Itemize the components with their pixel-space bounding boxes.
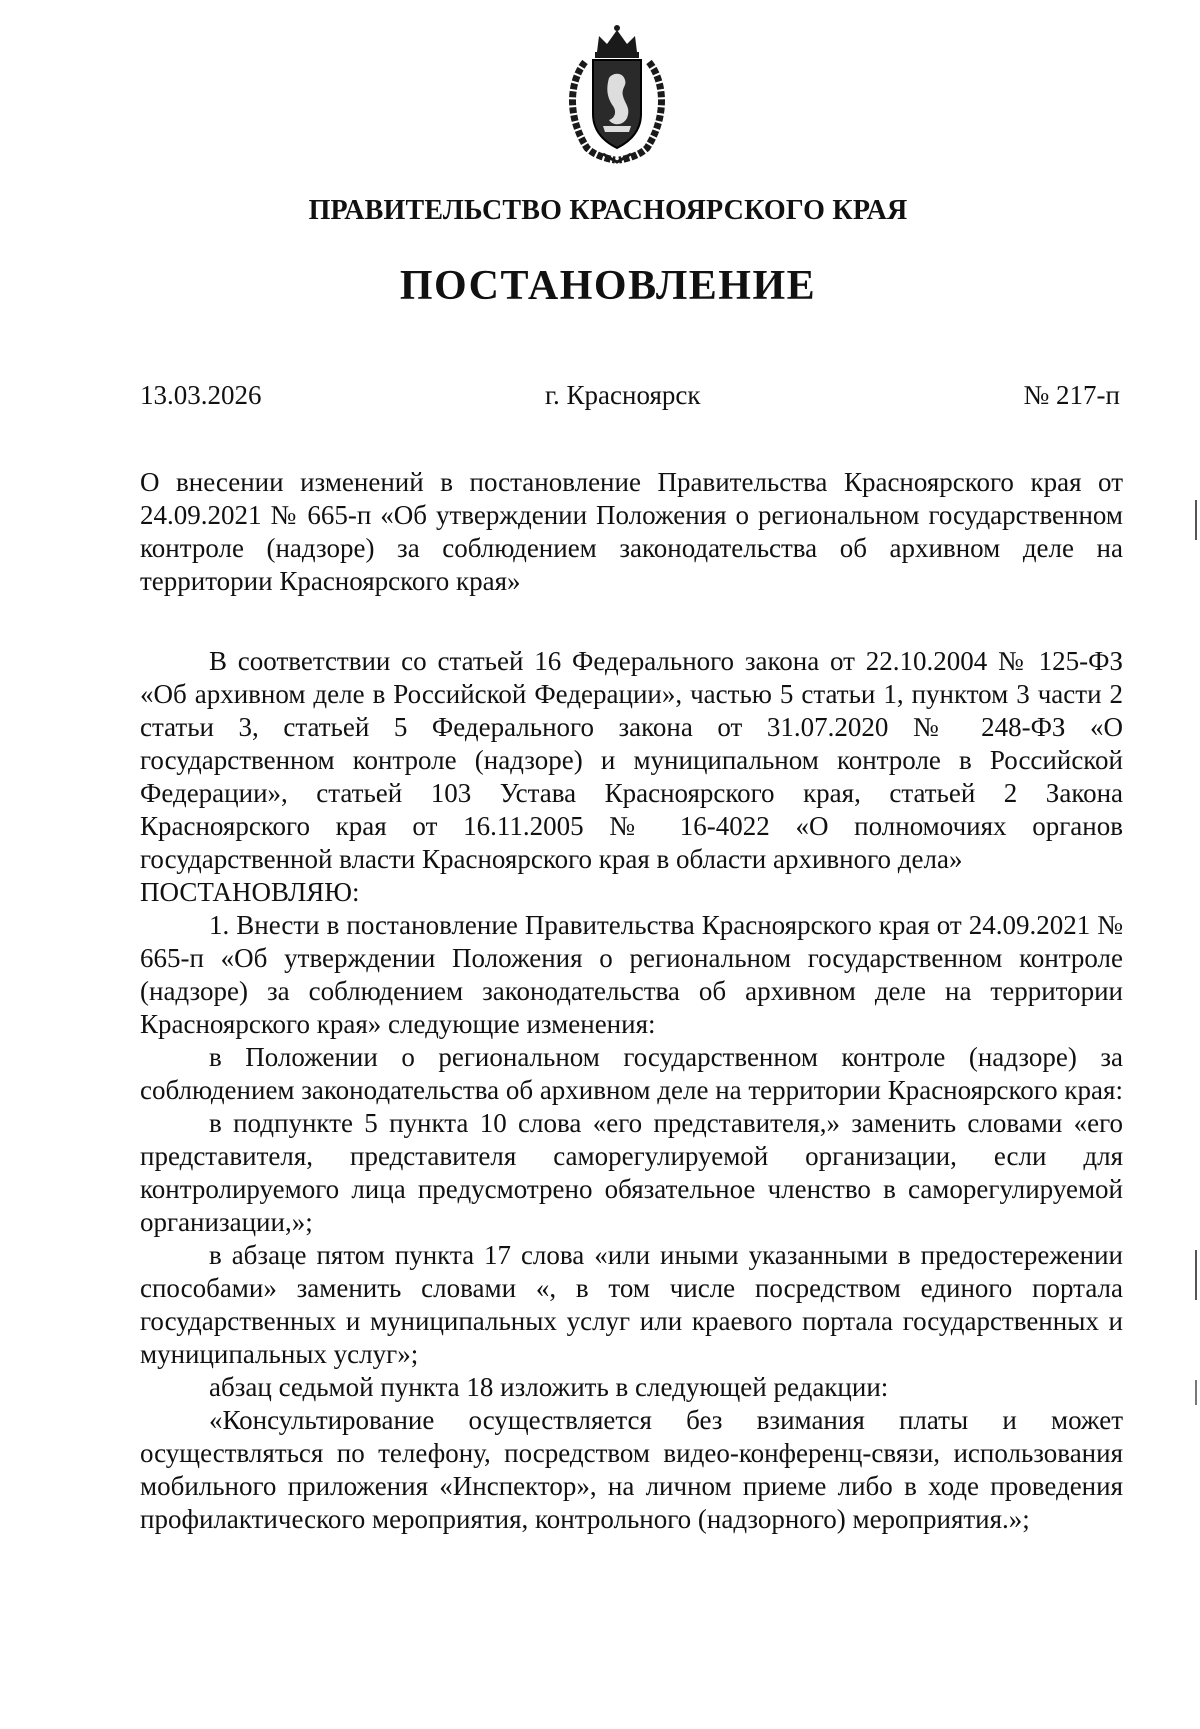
document-title-block <box>140 466 1123 598</box>
change-a-paragraph: в подпункте 5 пункта 10 слова «его представителя,» заменить словами «его представителя, представителя саморегулируемой организации, если для контролируемого лица предусмотрено обязательное членство в саморегулируемой организации,»; <box>140 1108 1123 1237</box>
change-c-paragraph: абзац седьмой пункта 18 изложить в следующей редакции: <box>209 1372 889 1402</box>
decree-word: ПОСТАНОВЛЯЮ: <box>140 877 360 907</box>
regulation-paragraph: в Положении о региональном государственном контроле (надзоре) за соблюдением законодательства об архивном деле на территории Красноярского края: <box>140 1042 1123 1105</box>
change-c-quote: «Консультирование осуществляется без взимания платы и может осуществляться по телефону, посредством видео-конференц-связи, использования мобильного приложения «Инспектор», на личном приеме либо в ходе проведения профилактического мероприятия, контрольного (надзорного) мероприятия.»; <box>140 1405 1123 1534</box>
document-type: ПОСТАНОВЛЕНИЕ <box>399 263 817 309</box>
document-number: № 217-п <box>1023 380 1120 410</box>
preamble-paragraph: В соответствии со статьей 16 Федерального закона от 22.10.2004 № 125-ФЗ «Об архивном деле в Российской Федерации», частью 5 статьи 1, пунктом 3 части 2 статьи 3, статьей 5 Федерального закона от 31.07.2020 № 248-ФЗ «О государственном контроле (надзоре) и муниципальном контроле в Российской Федерации», статьей 103 Устава Красноярского края, статьей 2 Закона Красноярского края от 16.11.2005 № 16-4022 «О полномочиях органов государственной власти Красноярского края в области архивного дела» <box>140 646 1123 874</box>
government-name: ПРАВИТЕЛЬСТВО КРАСНОЯРСКОГО КРАЯ <box>308 195 908 226</box>
change-b-paragraph: в абзаце пятом пункта 17 слова «или иными указанными в предостережении способами» заменить словами «, в том числе посредством единого портала государственных и муниципальных услуг или краевого портала государственных и муниципальных услуг»; <box>140 1240 1123 1369</box>
scan-edge-marks <box>1188 0 1200 1729</box>
document-date: 13.03.2026 <box>140 380 262 410</box>
document-title: О внесении изменений в постановление Правительства Красноярского края от 24.09.2021 № 665-п «Об утверждении Положения о региональном государственном контроле (надзоре) за соблюдением законодательства об архивном деле на территории Красноярского края» <box>140 467 1123 596</box>
document-body <box>140 645 1123 1536</box>
document-meta <box>140 380 1120 420</box>
document-city: г. Красноярск <box>545 380 701 410</box>
item-1-paragraph: 1. Внести в постановление Правительства Красноярского края от 24.09.2021 № 665-п «Об утверждении Положения о региональном государственном контроле (надзоре) за соблюдением законодательства об архивном деле на территории Красноярского края» следующие изменения: <box>140 910 1123 1039</box>
coat-of-arms-icon <box>563 22 671 164</box>
